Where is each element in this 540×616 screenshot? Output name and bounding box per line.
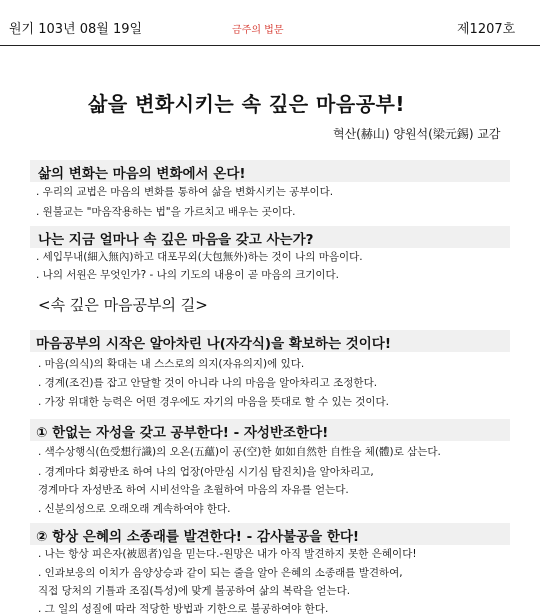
part-heading: 마음공부의 시작은 알아차린 나(자각식)을 확보하는 것이다! bbox=[36, 336, 391, 352]
body-line: . 세입무내(細入無內)하고 대포무외(大包無外)하는 것이 나의 마음이다. bbox=[36, 251, 363, 263]
body-line: . 마음(의식)의 확대는 내 스스로의 의지(자유의지)에 있다. bbox=[38, 358, 305, 370]
series-label: 금주의 법문 bbox=[232, 25, 284, 36]
header-rule bbox=[0, 45, 540, 46]
body-line: 직접 당처의 기틀과 조짐(특성)에 맞게 불공하여 삶의 복락을 얻는다. bbox=[38, 585, 351, 597]
issue-date: 원기 103년 08월 19일 bbox=[9, 22, 143, 37]
body-line: . 인과보응의 이치가 음양상승과 같이 되는 줄을 알아 은혜의 소종래를 발견하여, bbox=[38, 567, 403, 579]
author-line: 혁산(赫山) 양원석(梁元錫) 교감 bbox=[333, 127, 501, 141]
body-line: . 신분의성으로 오래오래 계속하여야 한다. bbox=[38, 503, 231, 515]
body-line: . 원불교는 "마음작용하는 법"을 가르치고 배우는 곳이다. bbox=[36, 206, 296, 218]
body-line: . 가장 위대한 능력은 어떤 경우에도 자기의 마음을 뜻대로 할 수 있는 것이다. bbox=[38, 396, 390, 408]
body-line: . 그 일의 성질에 따라 적당한 방법과 기한으로 불공하여야 한다. bbox=[38, 603, 329, 615]
body-line: . 우리의 교법은 마음의 변화를 통하여 삶을 변화시키는 공부이다. bbox=[36, 186, 334, 198]
section-heading: 나는 지금 얼마나 속 깊은 마음을 갖고 사는가? bbox=[38, 232, 314, 248]
subsection-title: <속 깊은 마음공부의 길> bbox=[38, 296, 208, 314]
issue-number: 제1207호 bbox=[457, 22, 516, 37]
body-line: . 색수상행식(色受想行識)의 오온(五蘊)이 공(空)한 如如自然한 自性을 체(體)로 삼는다. bbox=[38, 446, 441, 458]
body-line: . 경계마다 회광반조 하여 나의 업장(아만심 시기심 탐진치)을 알아차리고, bbox=[38, 466, 374, 478]
part-heading: ② 항상 은혜의 소종래를 발견한다! - 감사불공을 한다! bbox=[36, 529, 360, 545]
body-line: . 나의 서원은 무엇인가? - 나의 기도의 내용이 곧 마음의 크기이다. bbox=[36, 269, 339, 281]
body-line: . 나는 항상 피은자(被恩者)임을 믿는다.-원망은 내가 아직 발견하지 못한 은혜이다! bbox=[38, 548, 417, 560]
body-line: 경계마다 자성반조 하여 시비선악을 초월하여 마음의 자유를 얻는다. bbox=[38, 484, 349, 496]
part-heading: ① 한없는 자성을 갖고 공부한다! - 자성반조한다! bbox=[36, 425, 329, 441]
section-heading: 삶의 변화는 마음의 변화에서 온다! bbox=[38, 166, 246, 182]
body-line: . 경계(조건)를 잡고 안달할 것이 아니라 나의 마음을 알아차리고 조정한다. bbox=[38, 377, 378, 389]
document-title: 삶을 변화시키는 속 깊은 마음공부! bbox=[88, 92, 405, 116]
